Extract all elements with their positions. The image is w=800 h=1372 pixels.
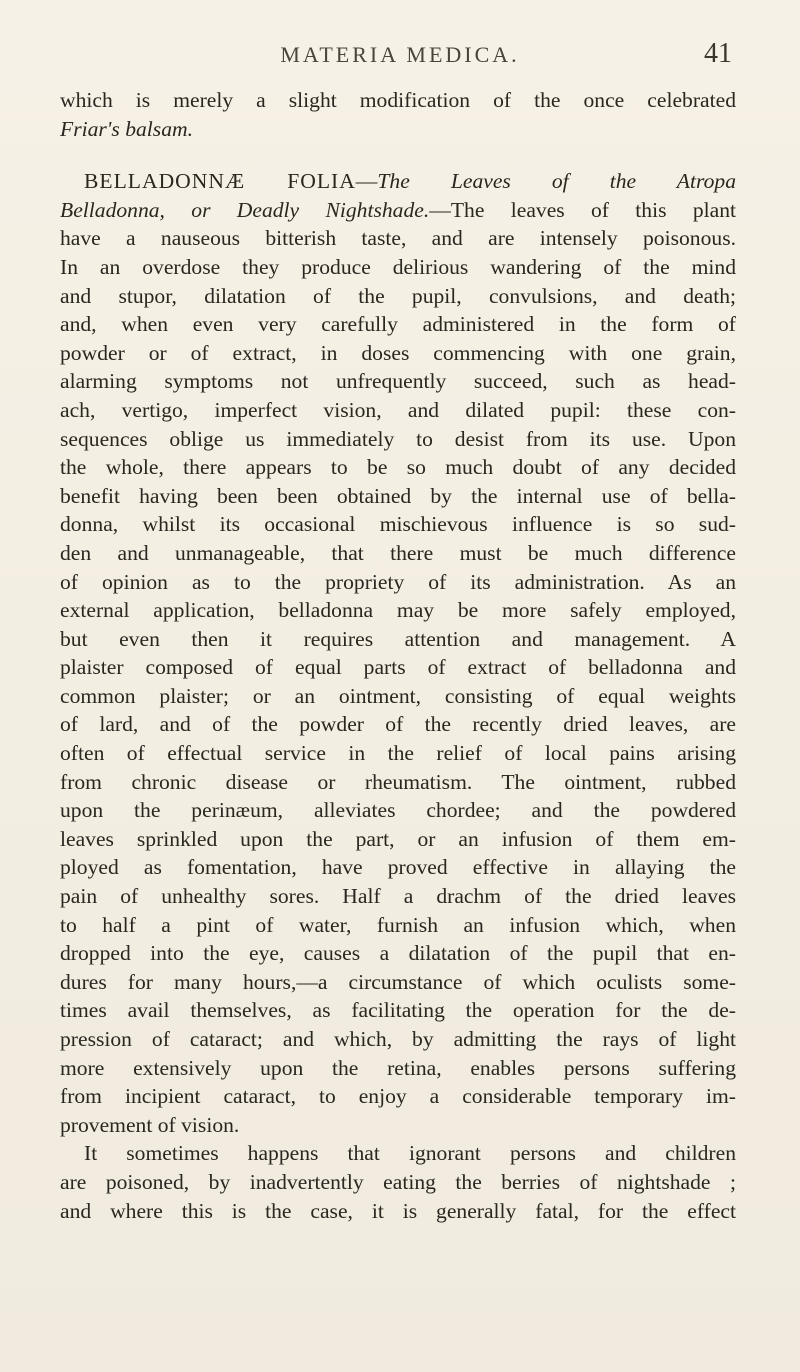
text-line: to half a pint of water, furnish an infusion which, when — [60, 912, 736, 937]
entry-subtitle: The Leaves of the Atropa — [377, 169, 736, 194]
text-line: which is merely a slight modification of the once celebrated — [60, 88, 736, 112]
text-line: dropped into the eye, causes a dilatation of the pupil that en- — [60, 941, 736, 966]
text-line: ach, vertigo, imperfect vision, and dilated pupil: these con- — [60, 397, 736, 422]
text-line: often of effectual service in the relief of local pains arising — [60, 741, 736, 766]
text-line: but even then it requires attention and management. A — [60, 626, 736, 651]
text-line: common plaister; or an ointment, consisting of equal weights — [60, 683, 736, 708]
text-line: alarming symptoms not unfrequently succeed, such as head- — [60, 369, 736, 394]
paragraph-gap — [60, 143, 736, 167]
text-line: from chronic disease or rheumatism. The ointment, rubbed — [60, 769, 736, 794]
text-line — [60, 196, 736, 225]
text-line: provement of vision. — [60, 1112, 240, 1137]
running-head — [60, 38, 740, 72]
page-number: 41 — [704, 38, 732, 69]
running-title: MATERIA MEDICA. — [280, 42, 520, 67]
entry-term: BELLADONNÆ FOLIA — [84, 169, 356, 194]
text-line: donna, whilst its occasional mischievous influence is so sud- — [60, 512, 736, 537]
text-line: upon the perinæum, alleviates chordee; and the powdered — [60, 798, 736, 823]
text-line: ployed as fomentation, have proved effective in allaying the — [60, 855, 736, 880]
text-line: of opinion as to the propriety of its administration. As an — [60, 569, 736, 594]
text-line: pression of cataract; and which, by admitting the rays of light — [60, 1027, 736, 1051]
text-line: In an overdose they produce delirious wandering of the mind — [60, 254, 736, 279]
text-line: have a nauseous bitterish taste, and are intensely poisonous. — [60, 226, 736, 251]
text-span: —The leaves of this plant — [429, 197, 737, 222]
text-line: plaister composed of equal parts of extract of belladonna and — [60, 655, 736, 680]
text-line: powder or of extract, in doses commencing with one grain, — [60, 340, 736, 365]
text-line: leaves sprinkled upon the part, or an infusion of them em- — [60, 826, 736, 851]
body-text — [60, 86, 736, 1225]
text-line: dures for many hours,—a circumstance of which oculists some- — [60, 969, 736, 994]
text-line: benefit having been been obtained by the internal use of bella- — [60, 483, 736, 508]
entry-heading-line — [60, 167, 736, 196]
italic-phrase: Friar's balsam. — [60, 116, 193, 141]
text-line: and, when even very carefully administered in the form of — [60, 312, 736, 337]
text-line: pain of unhealthy sores. Half a drachm of the dried leaves — [60, 884, 736, 909]
text-line: from incipient cataract, to enjoy a considerable temporary im- — [60, 1084, 736, 1109]
text-line — [60, 115, 736, 144]
text-line: and where this is the case, it is generally fatal, for the effect — [60, 1198, 736, 1223]
text-line: sequences oblige us immediately to desist from its use. Upon — [60, 426, 736, 451]
text-line: times avail themselves, as facilitating the operation for the de- — [60, 998, 736, 1023]
entry-subtitle-cont: Belladonna, or Deadly Nightshade. — [60, 197, 430, 222]
text-line: and stupor, dilatation of the pupil, convulsions, and death; — [60, 283, 736, 308]
text-line: are poisoned, by inadvertently eating the berries of nightshade ; — [60, 1169, 736, 1194]
text-line: It sometimes happens that ignorant persons and children — [84, 1141, 736, 1166]
text-line: external application, belladonna may be more safely employed, — [60, 598, 736, 623]
text-line: the whole, there appears to be so much doubt of any decided — [60, 455, 736, 480]
em-dash: — — [355, 169, 378, 194]
text-line: den and unmanageable, that there must be much difference — [60, 540, 736, 565]
text-line: more extensively upon the retina, enables persons suffering — [60, 1055, 736, 1080]
text-line: of lard, and of the powder of the recently dried leaves, are — [60, 712, 736, 737]
